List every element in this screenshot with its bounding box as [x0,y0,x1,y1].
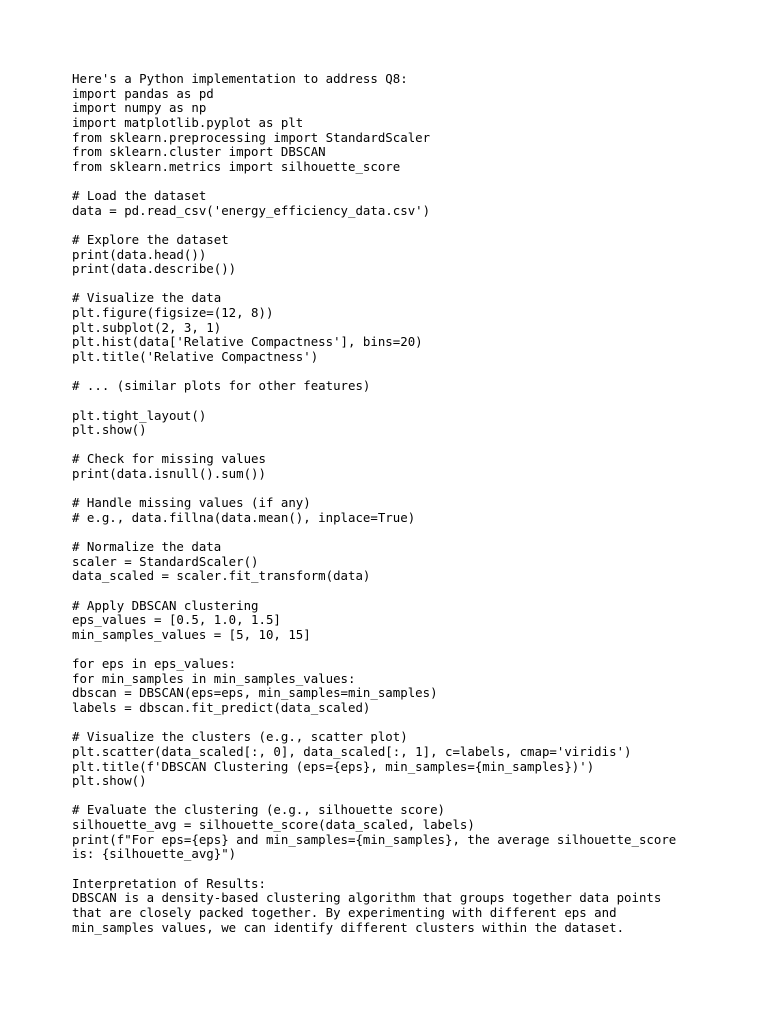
text-line: silhouette_avg = silhouette_score(data_scaled, labels) [72,817,475,833]
text-line: plt.title('Relative Compactness') [72,349,319,365]
text-line: # Handle missing values (if any) [72,495,311,511]
text-line: import pandas as pd [72,85,214,101]
text-line: # Visualize the data [72,290,222,306]
code-block-missing-values-check [72,452,712,481]
text-line: eps_values = [0.5, 1.0, 1.5] [72,612,281,628]
text-line: plt.scatter(data_scaled[:, 0], data_scaled[:, 1], c=labels, cmap='viridis') [72,743,632,759]
text-line: print(data.isnull().sum()) [72,466,266,482]
text-line: plt.figure(figsize=(12, 8)) [72,305,274,321]
code-block-normalize-data [72,540,712,584]
text-line: # Visualize the clusters (e.g., scatter plot) [72,729,408,745]
code-block-evaluate-clustering [72,803,712,862]
code-block-show-plots [72,409,712,438]
text-line: print(f"For eps={eps} and min_samples={min_samples}, the average silhouette_score [72,831,677,847]
text-line: DBSCAN is a density-based clustering algorithm that groups together data points [72,890,662,906]
text-line: labels = dbscan.fit_predict(data_scaled) [72,700,371,716]
document-body [72,72,712,935]
code-block-similar-plots [72,379,712,394]
text-line: from sklearn.cluster import DBSCAN [72,144,326,160]
text-line: Interpretation of Results: [72,875,266,891]
text-line: for eps in eps_values: [72,656,237,672]
code-block-load-dataset [72,189,712,218]
text-line: that are closely packed together. By experimenting with different eps and [72,904,617,920]
text-line: # Load the dataset [72,188,207,204]
text-line: is: {silhouette_avg}") [72,846,237,862]
text-line: data = pd.read_csv('energy_efficiency_data.csv') [72,202,431,218]
text-line: import numpy as np [72,100,207,116]
text-line: # ... (similar plots for other features) [72,378,371,394]
text-line: min_samples_values = [5, 10, 15] [72,626,311,642]
code-block-explore-dataset [72,233,712,277]
text-line: plt.show() [72,422,147,438]
code-block-interpretation [72,877,712,936]
document-page [72,72,712,950]
text-line: for min_samples in min_samples_values: [72,670,356,686]
text-line: plt.title(f'DBSCAN Clustering (eps={eps}, min_samples={min_samples})') [72,758,595,774]
text-line: Here's a Python implementation to address Q8: [72,71,408,86]
code-block-dbscan-loop [72,657,712,716]
text-line: min_samples values, we can identify different clusters within the dataset. [72,919,625,935]
text-line: plt.tight_layout() [72,407,207,423]
code-block-imports [72,72,712,174]
code-block-apply-dbscan [72,599,712,643]
text-line: # Evaluate the clustering (e.g., silhouette score) [72,802,445,818]
text-line: plt.subplot(2, 3, 1) [72,319,222,335]
text-line: print(data.head()) [72,246,207,262]
text-line: dbscan = DBSCAN(eps=eps, min_samples=min_samples) [72,685,438,701]
text-line: from sklearn.preprocessing import StandardScaler [72,129,431,145]
text-line: import matplotlib.pyplot as plt [72,114,304,130]
text-line: from sklearn.metrics import silhouette_score [72,158,401,174]
text-line: # Apply DBSCAN clustering [72,597,259,613]
text-line: # Explore the dataset [72,231,229,247]
code-block-visualize-data [72,291,712,364]
text-line: data_scaled = scaler.fit_transform(data) [72,568,371,584]
text-line: # Normalize the data [72,539,222,555]
code-block-visualize-clusters [72,730,712,789]
text-line: # e.g., data.fillna(data.mean(), inplace=True) [72,509,416,525]
text-line: scaler = StandardScaler() [72,553,259,569]
text-line: plt.hist(data['Relative Compactness'], bins=20) [72,334,423,350]
text-line: print(data.describe()) [72,261,237,277]
text-line: plt.show() [72,773,147,789]
code-block-handle-missing-values [72,496,712,525]
text-line: # Check for missing values [72,451,266,467]
